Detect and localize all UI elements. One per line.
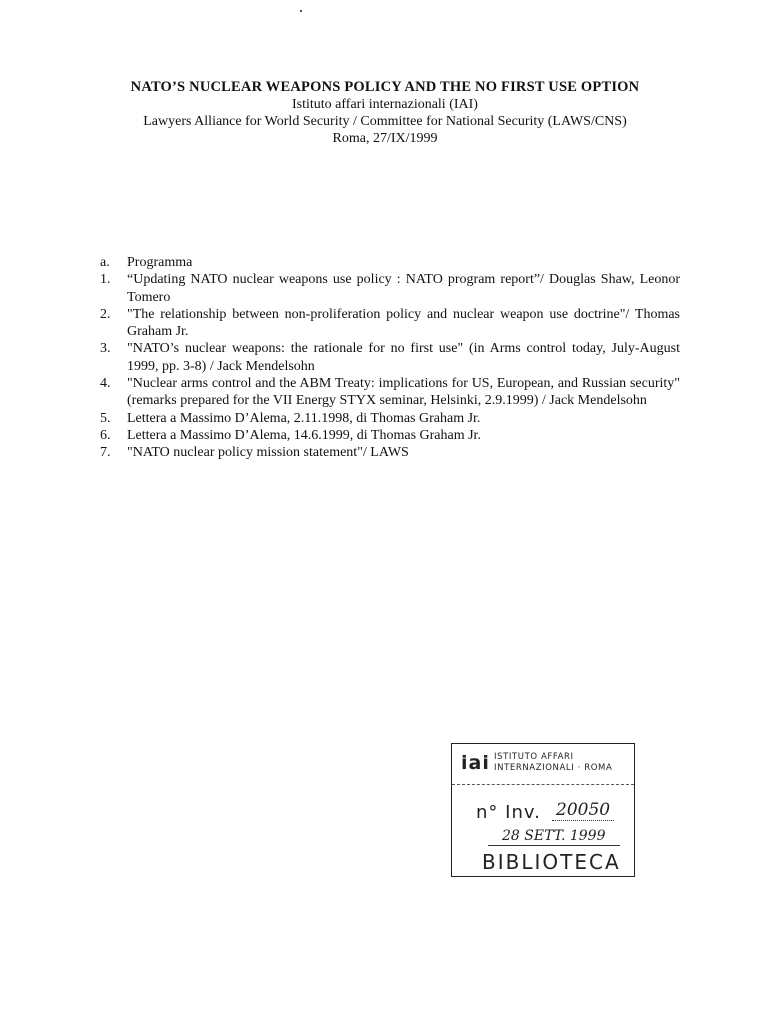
stamp-date: 28 SETT. 1999 bbox=[502, 828, 606, 844]
place-date: Roma, 27/IX/1999 bbox=[332, 131, 438, 146]
item-text: Lettera a Massimo D’Alema, 2.11.1998, di Thomas Graham Jr. bbox=[127, 410, 481, 426]
list-item bbox=[100, 410, 680, 427]
list-item bbox=[100, 444, 680, 461]
item-text: Programma bbox=[127, 255, 193, 270]
item-number: 2. bbox=[100, 306, 111, 322]
item-text: "NATO nuclear policy mission statement"/ LAWS bbox=[127, 445, 409, 461]
library-stamp bbox=[451, 743, 635, 877]
item-text: Lettera a Massimo D’Alema, 14.6.1999, di Thomas Graham Jr. bbox=[127, 427, 481, 443]
item-number: 7. bbox=[100, 445, 111, 461]
scan-speck bbox=[300, 10, 302, 12]
item-number: 6. bbox=[100, 427, 111, 443]
stamp-institute-line2: INTERNAZIONALI · ROMA bbox=[494, 763, 613, 773]
list-item bbox=[100, 254, 680, 271]
item-number: 3. bbox=[100, 341, 111, 357]
item-text: "The relationship between non-proliferation policy and nuclear weapon use doctrine"/ Thomas Graham Jr. bbox=[127, 306, 680, 340]
list-item bbox=[100, 271, 680, 306]
item-number: 5. bbox=[100, 410, 111, 426]
organizer-laws-cns: Lawyers Alliance for World Security / Committee for National Security (LAWS/CNS) bbox=[143, 114, 627, 129]
item-text: “Updating NATO nuclear weapons use policy : NATO program report”/ Douglas Shaw, Leonor Tomero bbox=[127, 272, 680, 305]
stamp-library-label: BIBLIOTECA bbox=[482, 850, 621, 874]
organizer-iai: Istituto affari internazionali (IAI) bbox=[292, 97, 478, 112]
item-text: "NATO’s nuclear weapons: the rationale for no first use" (in Arms control today, July-August 1999, pp. 3-8) / Jack Mendelsohn bbox=[127, 341, 680, 374]
stamp-inventory-number: 20050 bbox=[552, 800, 614, 821]
document-title: NATO’S NUCLEAR WEAPONS POLICY AND THE NO FIRST USE OPTION bbox=[130, 79, 640, 95]
stamp-inventory-label: n° Inv. bbox=[476, 802, 541, 823]
stamp-divider bbox=[488, 845, 620, 846]
iai-logo: iai bbox=[461, 752, 490, 774]
item-number: 1. bbox=[100, 272, 111, 288]
list-item bbox=[100, 340, 680, 375]
item-number: 4. bbox=[100, 376, 111, 392]
list-item bbox=[100, 427, 680, 444]
list-item bbox=[100, 306, 680, 341]
stamp-institute-line1: ISTITUTO AFFARI bbox=[494, 752, 574, 762]
stamp-header bbox=[452, 744, 634, 785]
item-text: "Nuclear arms control and the ABM Treaty: implications for US, European, and Russian security" (remarks prepared for the VII Energy STYX seminar, Helsinki, 2.9.1999) / Jack Mendelsohn bbox=[127, 376, 680, 409]
list-item bbox=[100, 375, 680, 410]
contents-list bbox=[100, 254, 680, 462]
document-header bbox=[0, 78, 770, 147]
item-number: a. bbox=[100, 255, 110, 270]
